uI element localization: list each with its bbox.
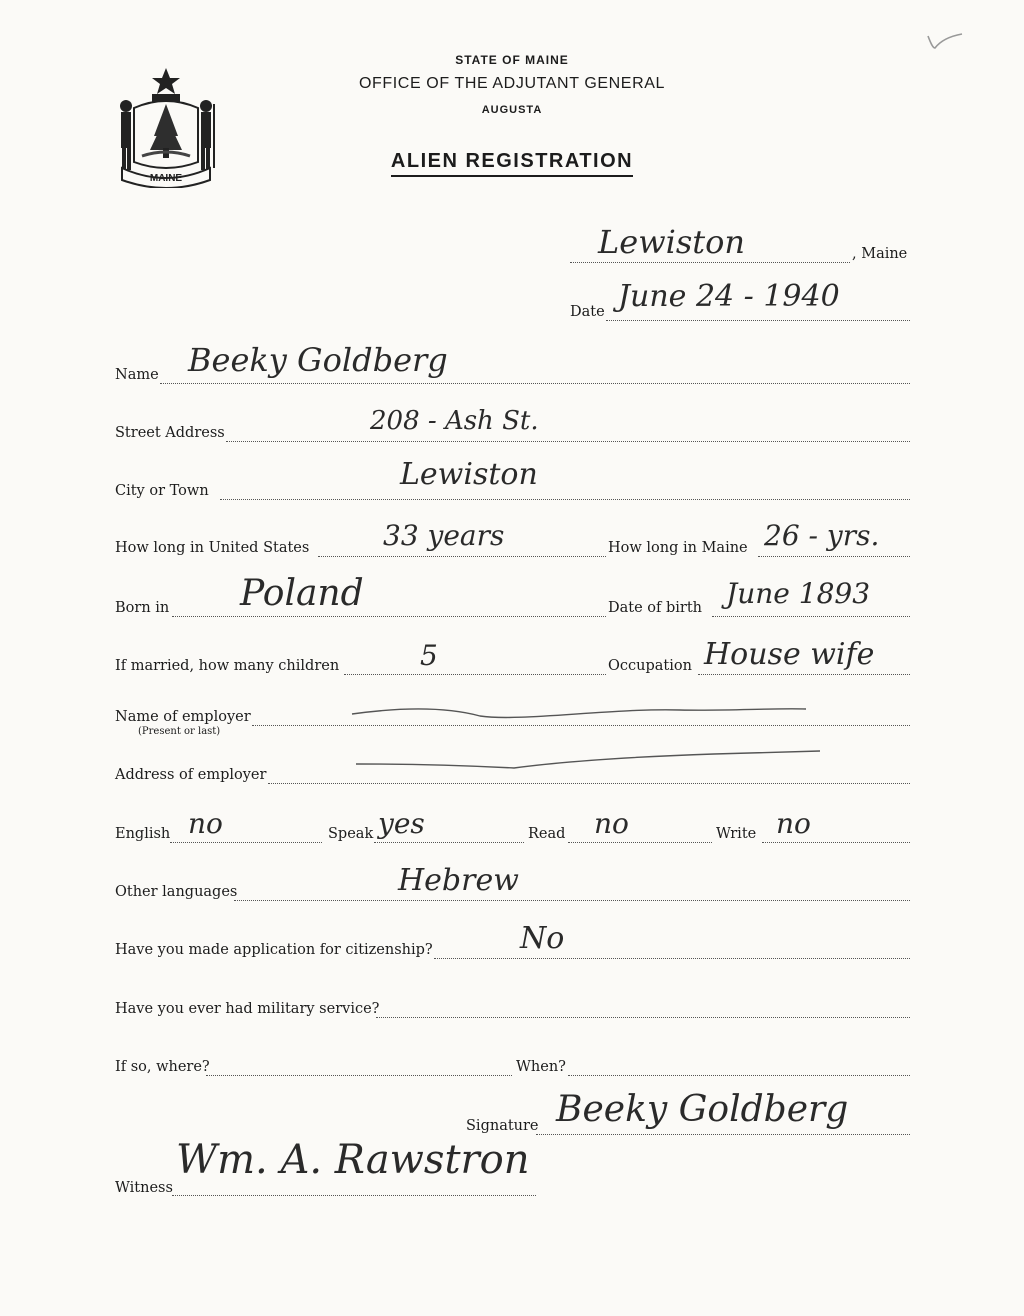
street-address-label: Street Address — [115, 425, 225, 441]
witness-label: Witness — [115, 1180, 173, 1196]
witness-value[interactable]: Wm. A. Rawstron — [176, 1137, 530, 1183]
speak-label: Speak — [328, 826, 374, 842]
how-long-us-label: How long in United States — [115, 540, 310, 556]
name-label: Name — [115, 367, 159, 383]
name-value[interactable]: Beeky Goldberg — [188, 341, 448, 379]
other-languages-value[interactable]: Hebrew — [398, 863, 519, 898]
date-label: Date — [570, 304, 605, 320]
signature-label: Signature — [466, 1118, 539, 1134]
seal-banner-text: MAINE — [149, 173, 183, 184]
city-line — [220, 499, 910, 500]
children-line — [344, 674, 606, 675]
read-line — [568, 842, 712, 843]
town-line — [570, 262, 850, 263]
employer-name-dash-mark — [350, 700, 810, 724]
form-title: ALIEN REGISTRATION — [0, 150, 1024, 173]
how-long-us-line — [318, 556, 606, 557]
born-in-label: Born in — [115, 600, 170, 616]
date-of-birth-line — [712, 616, 910, 617]
city-label: City or Town — [115, 483, 209, 499]
citizenship-value[interactable]: No — [520, 921, 565, 956]
english-value[interactable]: no — [188, 807, 223, 840]
english-label: English — [115, 826, 171, 842]
write-value[interactable]: no — [776, 807, 811, 840]
children-value[interactable]: 5 — [420, 639, 438, 672]
check-mark-icon — [925, 30, 965, 54]
occupation-label: Occupation — [608, 658, 692, 674]
other-languages-label: Other languages — [115, 884, 238, 900]
employer-note-label: (Present or last) — [138, 726, 221, 737]
english-line — [170, 842, 322, 843]
city-heading: AUGUSTA — [481, 104, 543, 116]
born-in-value[interactable]: Poland — [240, 573, 364, 614]
children-label: If married, how many children — [115, 658, 340, 674]
how-long-maine-value[interactable]: 26 - yrs. — [764, 519, 880, 552]
born-in-line — [172, 616, 606, 617]
city-value[interactable]: Lewiston — [400, 457, 538, 492]
when-label: When? — [516, 1059, 566, 1075]
how-long-maine-line — [758, 556, 910, 557]
write-label: Write — [716, 826, 757, 842]
date-of-birth-value[interactable]: June 1893 — [726, 577, 871, 610]
state-heading: STATE OF MAINE — [455, 53, 569, 67]
maine-label: , Maine — [852, 246, 908, 262]
when-line — [568, 1075, 910, 1076]
date-of-birth-label: Date of birth — [608, 600, 703, 616]
how-long-maine-label: How long in Maine — [608, 540, 748, 556]
name-line — [160, 383, 910, 384]
signature-value[interactable]: Beeky Goldberg — [556, 1089, 849, 1130]
read-value[interactable]: no — [594, 807, 629, 840]
date-line — [606, 320, 910, 321]
read-label: Read — [528, 826, 566, 842]
employer-address-label: Address of employer — [115, 767, 267, 783]
write-line — [762, 842, 910, 843]
citizenship-line — [434, 958, 910, 959]
signature-line — [536, 1134, 910, 1135]
speak-value[interactable]: yes — [378, 807, 425, 840]
witness-line — [172, 1195, 536, 1196]
speak-line — [374, 842, 524, 843]
employer-name-line — [252, 725, 910, 726]
street-address-value[interactable]: 208 - Ash St. — [370, 406, 539, 436]
other-languages-line — [234, 900, 910, 901]
office-heading: OFFICE OF THE ADJUTANT GENERAL — [358, 75, 666, 92]
employer-address-dash-mark — [354, 748, 824, 772]
how-long-us-value[interactable]: 33 years — [383, 519, 505, 552]
occupation-value[interactable]: House wife — [704, 637, 875, 672]
military-label: Have you ever had military service? — [115, 1001, 380, 1017]
if-so-where-label: If so, where? — [115, 1059, 210, 1075]
street-address-line — [226, 441, 910, 442]
employer-address-line — [268, 783, 910, 784]
date-value[interactable]: June 24 - 1940 — [618, 279, 840, 314]
citizenship-label: Have you made application for citizenship? — [115, 942, 433, 958]
town-value[interactable]: Lewiston — [598, 223, 745, 261]
employer-name-label: Name of employer — [115, 709, 251, 725]
military-line — [376, 1017, 910, 1018]
if-so-where-line — [206, 1075, 512, 1076]
occupation-line — [698, 674, 910, 675]
